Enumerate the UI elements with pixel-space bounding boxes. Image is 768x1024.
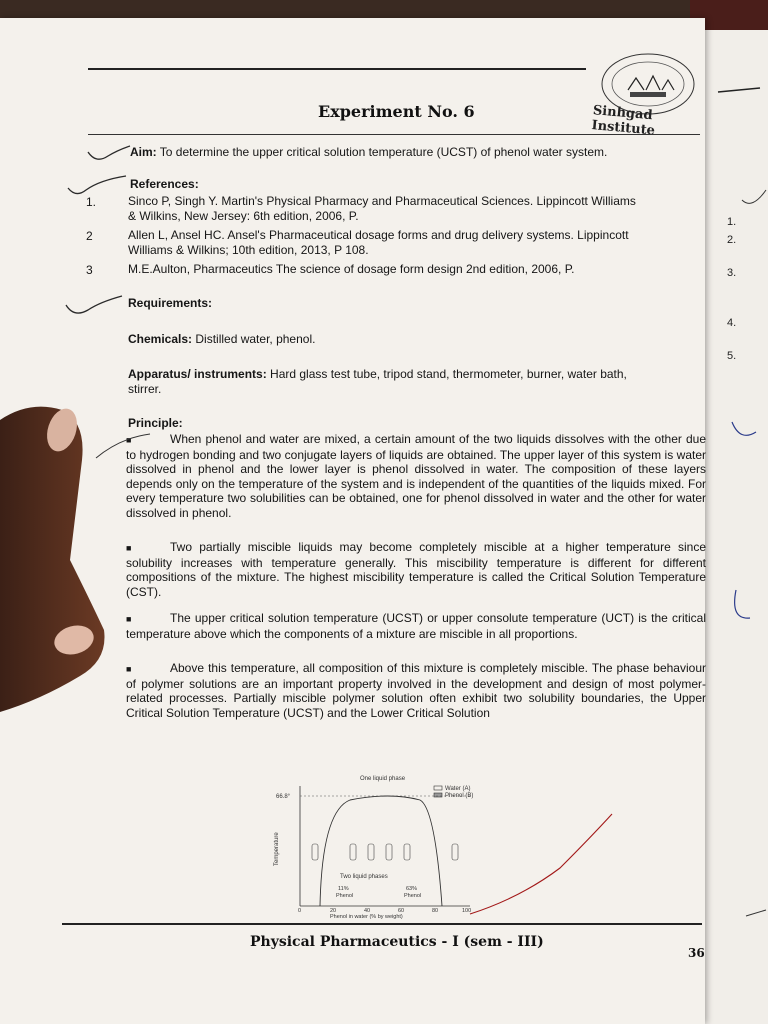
principle-label: Principle:	[128, 416, 183, 430]
apparatus-line	[128, 367, 703, 397]
legend-swatch	[434, 793, 442, 797]
reference-item	[128, 262, 575, 277]
margin-number: 5.	[727, 350, 737, 362]
figure-top-label: One liquid phase	[360, 776, 406, 782]
x-tick: 60	[398, 908, 405, 914]
principle-paragraph	[126, 661, 706, 720]
x-tick: 0	[298, 908, 302, 914]
figure-y-value: 66.8°	[276, 794, 291, 800]
figure-inner-label: Two liquid phases	[340, 874, 388, 880]
x-tick: 80	[432, 908, 439, 914]
institute-seal-logo	[598, 48, 698, 112]
institute-name: Sinhgad Institute	[590, 103, 656, 139]
reference-number: 1.	[86, 195, 97, 209]
bullet-icon: ■	[126, 614, 132, 624]
bullet-icon: ■	[126, 435, 132, 445]
legend-phenol: Phenol (B)	[445, 793, 474, 799]
bullet-icon: ■	[126, 543, 132, 553]
finger-in-frame	[0, 400, 110, 720]
top-rule	[88, 68, 586, 70]
paragraph-text: When phenol and water are mixed, a certain amount of the two liquids dissolves with the other due to hydrogen bonding and two conjugate layers of liquids are obtained. The upper layer of this system is water dissolved in phenol and the lower layer is phenol dissolved in water. The composition of these layers depends only on the temperature of the system and is independent of the quantities of the liquids mixed. For every temperature two solubilities can be obtained, one for phenol dissolved in water and the other for water dissolved in phenol.	[126, 432, 706, 520]
reference-line: Allen L, Ansel HC. Ansel's Pharmaceutical dosage forms and drug delivery systems. Lippincott	[128, 228, 629, 242]
pen-marks	[700, 30, 768, 1024]
x-axis-label: Phenol in water (% by weight)	[330, 914, 403, 920]
margin-number: 2.	[727, 234, 737, 246]
aim-line	[130, 145, 607, 160]
requirements-label: Requirements:	[128, 296, 213, 310]
x-tick: 100	[462, 908, 472, 914]
footer-rule	[62, 923, 702, 925]
left-phase-label: 11%	[338, 886, 349, 892]
aim-label: Aim:	[130, 145, 157, 159]
reference-number: 2	[86, 229, 93, 243]
page-number: 36	[688, 946, 705, 960]
principle-paragraph	[126, 611, 706, 641]
legend-water: Water (A)	[445, 786, 471, 792]
principle-paragraph	[126, 540, 706, 599]
right-phase-label: 63%	[406, 886, 418, 892]
y-axis-label: Temperature	[274, 832, 280, 866]
reference-number: 3	[86, 263, 93, 277]
reference-item	[128, 194, 636, 224]
apparatus-text: Hard glass test tube, tripod stand, thermometer, burner, water bath,	[270, 367, 627, 381]
chemicals-text: Distilled water, phenol.	[195, 332, 316, 346]
paragraph-text: Two partially miscible liquids may become completely miscible at a higher temperature since solubility increases with temperature generally. This miscibility temperature is different for different compositions of the mixture. The highest miscibility temperature is called the Critical Solution Temperature (CST).	[126, 540, 706, 599]
apparatus-label: Apparatus/ instruments:	[128, 367, 267, 381]
reference-item	[128, 228, 629, 258]
principle-paragraph	[126, 432, 706, 521]
aim-text: To determine the upper critical solution temperature (UCST) of phenol water system.	[159, 145, 608, 159]
references-label: References:	[130, 177, 199, 191]
apparatus-text: stirrer.	[128, 382, 162, 396]
margin-number: 3.	[727, 267, 737, 279]
reference-line: & Wilkins, New Jersey: 6th edition, 2006, P.	[128, 209, 359, 223]
right-phase-label: Phenol	[404, 893, 422, 899]
chemicals-line	[128, 332, 315, 347]
reference-line: Williams & Wilkins; 10th edition, 2013, P 108.	[128, 243, 369, 257]
x-tick: 20	[330, 908, 337, 914]
left-phase-label: Phenol	[336, 893, 354, 899]
reference-line: M.E.Aulton, Pharmaceutics The science of dosage form design 2nd edition, 2006, P.	[128, 262, 575, 276]
paragraph-text: The upper critical solution temperature (UCST) or upper consolute temperature (UCT) is the critical temperature above which the components of a mixture are miscible in all proportions.	[126, 611, 706, 641]
phase-diagram-figure	[270, 766, 530, 920]
reference-line: Sinco P, Singh Y. Martin's Physical Pharmacy and Pharmaceutical Sciences. Lippincott Williams	[128, 194, 636, 208]
margin-number: 4.	[727, 317, 737, 329]
paragraph-text: Above this temperature, all composition of this mixture is completely miscible. The phase behaviour of polymer solutions are an important property involved in the development and design of most polymer-related processes. Partially miscible polymer solution often exhibit two solubility boundaries, the Upper Critical Solution Temperature (UCST) and the Lower Critical Solution	[126, 661, 706, 720]
margin-number: 1.	[727, 216, 737, 228]
x-tick: 40	[364, 908, 371, 914]
chemicals-label: Chemicals:	[128, 332, 193, 346]
bullet-icon: ■	[126, 664, 132, 674]
legend-swatch	[434, 786, 442, 790]
experiment-title: Experiment No. 6	[318, 102, 475, 121]
adjacent-page	[700, 30, 768, 1024]
footer-title: Physical Pharmaceutics - I (sem - III)	[250, 934, 544, 950]
header-rule	[88, 134, 700, 135]
